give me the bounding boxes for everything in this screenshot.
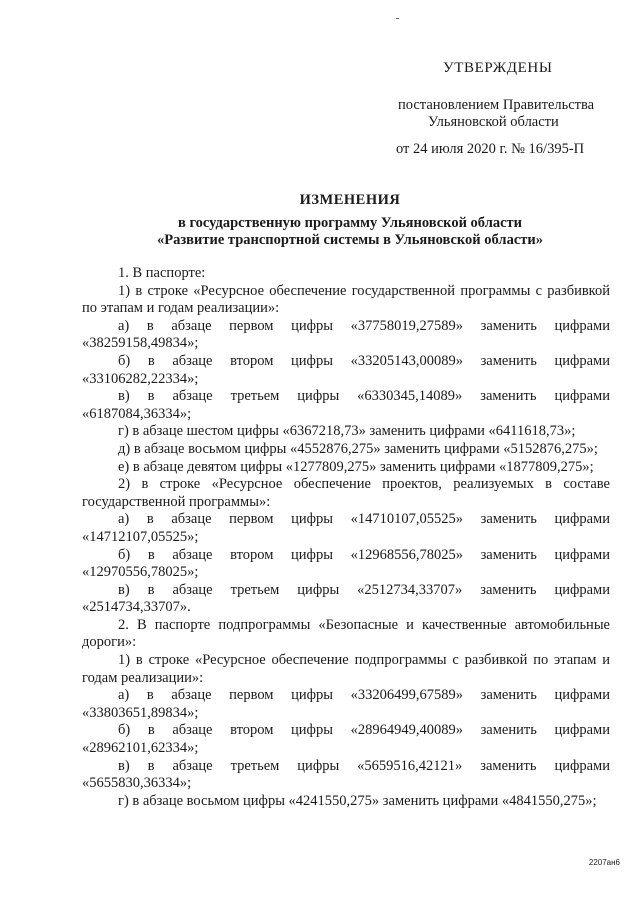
paragraph: д) в абзаце восьмом цифры «4552876,275» заменить цифрами «5152876,275»; (118, 440, 598, 457)
paragraph: г) в абзаце восьмом цифры «4241550,275» заменить цифрами «4841550,275»; (118, 792, 597, 809)
approval-line-2: Ульяновской области (428, 114, 559, 130)
document-title: ИЗМЕНЕНИЯ (299, 192, 401, 208)
approval-stamp-title: УТВЕРЖДЕНЫ (443, 60, 553, 76)
paragraph: в) в абзаце третьем цифры «6330345,14089» заменить цифрами «6187084,36334»; (82, 388, 610, 422)
paragraph: 1) в строке «Ресурсное обеспечение подпрограммы с разбивкой по этапам и годам реализации»: (82, 652, 610, 686)
paragraph: 2) в строке «Ресурсное обеспечение проектов, реализуемых в составе государственной программы»: (82, 476, 610, 510)
paragraph: б) в абзаце втором цифры «12968556,78025» заменить цифрами «12970556,78025»; (82, 546, 610, 581)
paragraph: в) в абзаце третьем цифры «5659516,42121» заменить цифрами «5655830,36334»; (82, 757, 610, 792)
paragraph: 1. В паспорте: (118, 265, 206, 281)
paragraph: 1) в строке «Ресурсное обеспечение государственной программы с разбивкой по этапам и годам реализации»: (82, 282, 610, 317)
paragraph: е) в абзаце девятом цифры «1277809,275» заменить цифрами «1877809,275»; (118, 458, 594, 475)
approval-line-1: постановлением Правительства (398, 97, 595, 113)
footer-code: 2207ан6 (588, 858, 620, 867)
scan-speck (396, 18, 399, 19)
paragraph: а) в абзаце первом цифры «37758019,27589» заменить цифрами «38259158,49834»; (82, 317, 610, 352)
paragraph: а) в абзаце первом цифры «33206499,67589» заменить цифрами «33803651,89834»; (82, 687, 610, 721)
document-subtitle-2: «Развитие транспортной системы в Ульяновской области» (157, 232, 543, 248)
paragraph: а) в абзаце первом цифры «14710107,05525» заменить цифрами «14712107,05525»; (82, 511, 610, 545)
approval-line-3: от 24 июля 2020 г. № 16/395-П (396, 141, 585, 157)
document-subtitle-1: в государственную программу Ульяновской области (177, 215, 522, 231)
document-body (82, 265, 610, 810)
paragraph: 2. В паспорте подпрограммы «Безопасные и качественные автомобильные дороги»: (82, 616, 610, 651)
paragraph: в) в абзаце третьем цифры «2512734,33707» заменить цифрами «2514734,33707». (82, 581, 610, 616)
paragraph: г) в абзаце шестом цифры «6367218,73» заменить цифрами «6411618,73»; (118, 423, 576, 440)
paragraph: б) в абзаце втором цифры «33205143,00089» заменить цифрами «33106282,22334»; (82, 352, 610, 387)
paragraph: б) в абзаце втором цифры «28964949,40089» заменить цифрами «28962101,62334»; (82, 722, 610, 757)
